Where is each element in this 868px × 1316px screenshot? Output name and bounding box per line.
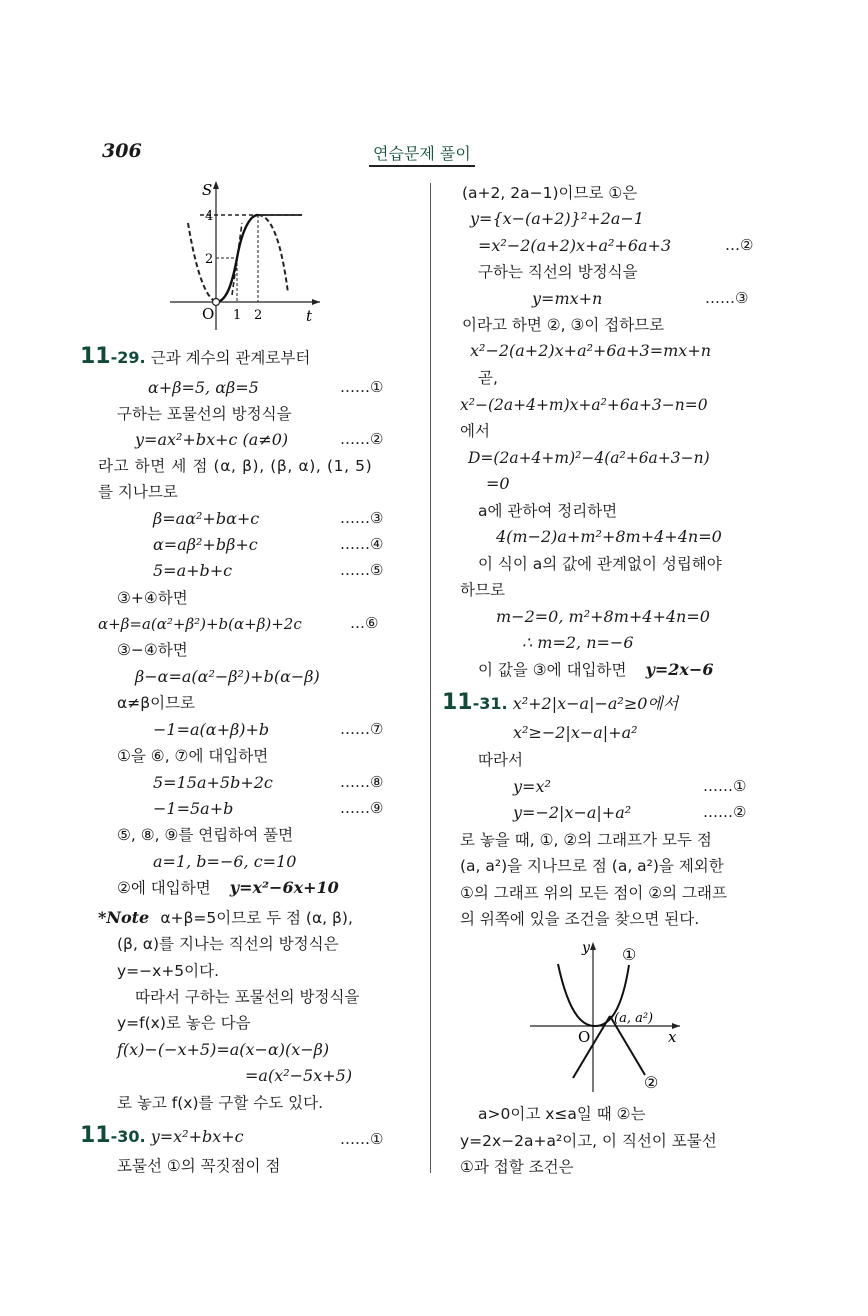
equation-tag: …⑥ (350, 614, 379, 632)
text-line: 로 놓고 f(x)를 구할 수도 있다. (117, 1094, 324, 1112)
math-line: ∴ m=2, n=−6 (522, 633, 634, 652)
text-line: 에서 (460, 422, 490, 440)
text-line: 구하는 직선의 방정식을 (478, 263, 638, 281)
math-line: β=aα²+bα+c (153, 509, 260, 528)
text-line: ③−④하면 (117, 641, 188, 659)
math-line: −1=a(α+β)+b (153, 720, 270, 739)
math-line: y=mx+n (532, 289, 603, 308)
equation-tag: ……① (703, 777, 747, 795)
y-tick-2: 2 (205, 252, 214, 267)
text-line: ①과 접할 조건은 (460, 1158, 574, 1176)
point-label: (a, a²) (614, 1011, 654, 1026)
problem-11-29: 11-29. 근과 계수의 관계로부터 (80, 344, 311, 369)
equation-tag: ……⑦ (340, 720, 384, 738)
origin-label: O (202, 305, 215, 323)
math-line: 5=a+b+c (153, 561, 233, 580)
y-tick-4: 4 (205, 209, 214, 224)
note-line: *Note α+β=5이므로 두 점 (α, β), (98, 908, 353, 927)
math-line: =a(x²−5x+5) (245, 1066, 353, 1085)
column-divider (430, 183, 431, 1173)
math-line: x²≥−2|x−a|+a² (513, 723, 638, 742)
text-line: 따라서 (478, 751, 523, 769)
axis-label-x: x (668, 1028, 677, 1046)
text-line: α≠β이므로 (117, 694, 196, 712)
equation-tag: ……① (340, 378, 384, 396)
text-line: (a+2, 2a−1)이므로 ①은 (462, 184, 638, 202)
equation-tag: ……③ (705, 289, 749, 307)
text-line: 라고 하면 세 점 (α, β), (β, α), (1, 5) (98, 457, 373, 475)
text-line: ③+④하면 (117, 589, 188, 607)
math-line: y=−2|x−a|+a² (513, 803, 632, 822)
origin-label: O (578, 1028, 591, 1046)
math-line: y=x² (513, 777, 551, 796)
equation-tag: …② (725, 236, 754, 254)
x-tick-1: 1 (233, 308, 242, 323)
text-line: y=2x−2a+a²이고, 이 직선이 포물선 (460, 1132, 717, 1150)
text-line: y=f(x)로 놓은 다음 (117, 1014, 251, 1032)
note-label: *Note (98, 908, 150, 927)
equation-tag: ……⑧ (340, 773, 384, 791)
text-line: ①의 그래프 위의 모든 점이 ②의 그래프 (460, 884, 727, 902)
figure-parabola-graph (510, 930, 710, 1100)
answer: y=2x−6 (645, 660, 714, 679)
math-line: =0 (486, 474, 510, 493)
equation-tag: ……① (340, 1130, 384, 1148)
equation-tag: ……② (340, 430, 384, 448)
math-line: x²−(2a+4+m)x+a²+6a+3−n=0 (460, 396, 708, 414)
text-line: 하므로 (460, 581, 505, 599)
axis-label-t: t (306, 307, 313, 325)
math-line: 4(m−2)a+m²+8m+4+4n=0 (496, 527, 722, 546)
running-head: 연습문제 풀이 (369, 141, 475, 167)
text-line: 를 지나므로 (98, 483, 178, 501)
answer-line-11-29: ②에 대입하면 y=x²−6x+10 (117, 878, 339, 897)
figure-s-t-graph (160, 175, 330, 335)
text-line: (β, α)를 지나는 직선의 방정식은 (117, 935, 339, 953)
answer-line-11-30: 이 값을 ③에 대입하면 y=2x−6 (478, 660, 714, 679)
text-line: y=−x+5이다. (117, 962, 220, 980)
x-tick-2: 2 (254, 308, 263, 323)
text-line: (a, a²)을 지나므로 점 (a, a²)을 제외한 (460, 857, 724, 875)
text-line: 이 식이 a의 값에 관계없이 성립해야 (478, 555, 722, 573)
text-line: 로 놓을 때, ①, ②의 그래프가 모두 점 (460, 831, 712, 849)
math-line: a=1, b=−6, c=10 (153, 852, 297, 871)
math-line: y={x−(a+2)}²+2a−1 (470, 209, 644, 228)
text-line: 따라서 구하는 포물선의 방정식을 (135, 988, 360, 1006)
page-number: 306 (102, 140, 142, 162)
problem-11-30: 11-30. y=x²+bx+c (80, 1123, 244, 1148)
math-line: α+β=a(α²+β²)+b(α+β)+2c (98, 615, 302, 633)
math-line: =x²−2(a+2)x+a²+6a+3 (478, 236, 672, 255)
math-line: −1=5a+b (153, 799, 234, 818)
equation-tag: ……④ (340, 535, 384, 553)
equation-tag: ……⑨ (340, 799, 384, 817)
text-line: 이라고 하면 ②, ③이 접하므로 (462, 316, 665, 334)
curve-2-tag: ② (644, 1073, 659, 1092)
text-line: 구하는 포물선의 방정식을 (117, 405, 292, 423)
text-line: 곧, (478, 369, 498, 387)
equation-tag: ……③ (340, 509, 384, 527)
problem-11-31: 11-31. x²+2|x−a|−a²≥0에서 (442, 690, 679, 715)
text-line: a>0이고 x≤a일 때 ②는 (478, 1105, 646, 1123)
equation-tag: ……② (703, 803, 747, 821)
math-line: 5=15a+5b+2c (153, 773, 273, 792)
answer: y=x²−6x+10 (229, 878, 339, 897)
axis-label-y: y (582, 940, 590, 956)
equation-tag: ……⑤ (340, 561, 384, 579)
axis-label-s: S (202, 181, 213, 199)
math-line: α+β=5, αβ=5 (148, 378, 259, 397)
text-line: 의 위쪽에 있을 조건을 찾으면 된다. (460, 910, 700, 928)
math-line: α=aβ²+bβ+c (153, 535, 258, 554)
math-line: y=ax²+bx+c (a≠0) (135, 430, 289, 449)
text-line: ①을 ⑥, ⑦에 대입하면 (117, 747, 269, 765)
math-line: x²−2(a+2)x+a²+6a+3=mx+n (470, 341, 712, 360)
curve-1-tag: ① (622, 945, 637, 964)
math-line: m−2=0, m²+8m+4+4n=0 (496, 607, 710, 626)
text-line: a에 관하여 정리하면 (478, 502, 618, 520)
math-line: β−α=a(α²−β²)+b(α−β) (135, 667, 320, 686)
math-line: D=(2a+4+m)²−4(a²+6a+3−n) (468, 449, 710, 467)
text-line: 포물선 ①의 꼭짓점이 점 (117, 1157, 281, 1175)
math-line: f(x)−(−x+5)=a(x−α)(x−β) (117, 1040, 330, 1059)
text-line: ⑤, ⑧, ⑨를 연립하여 풀면 (117, 826, 294, 844)
